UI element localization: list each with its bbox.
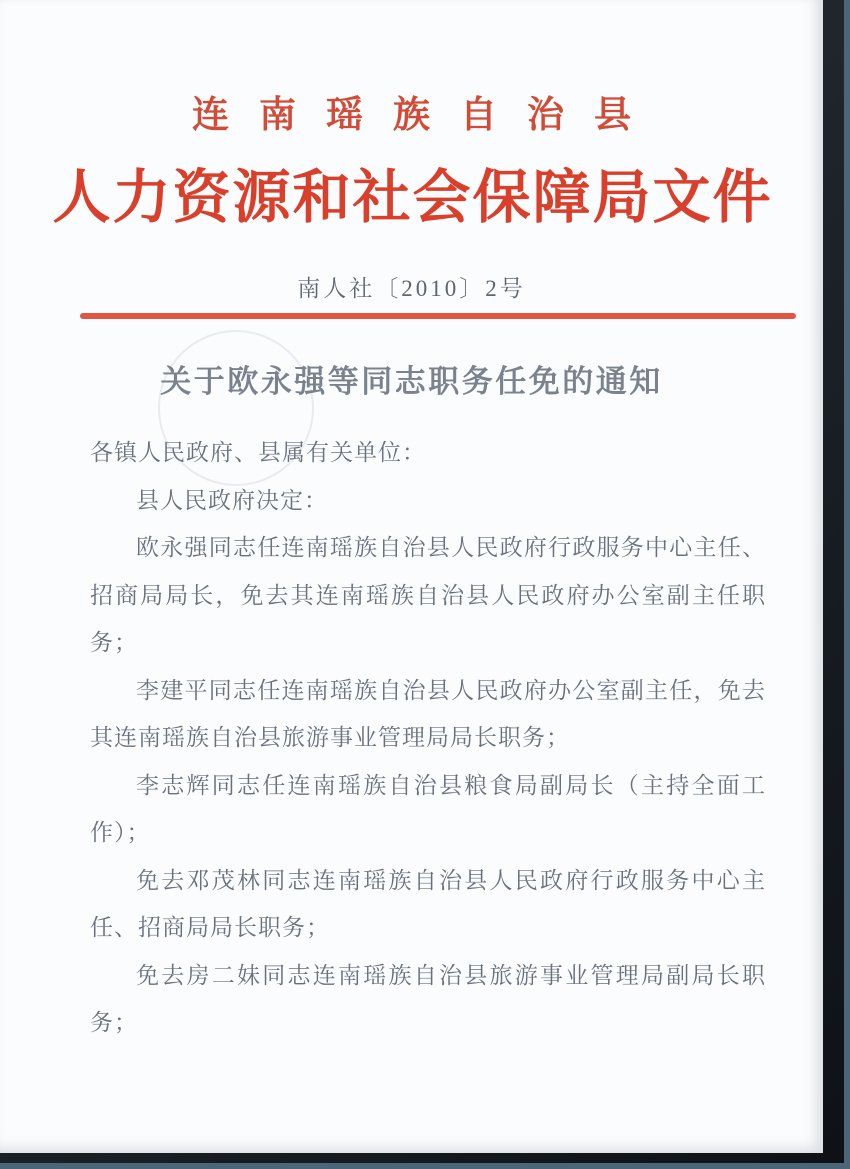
salutation-line: 各镇人民政府、县属有关单位： xyxy=(90,440,426,465)
issuer-name: 连南瑶族自治县 xyxy=(192,95,661,136)
document-body xyxy=(90,429,766,1047)
document-title: 关于欧永强等同志职务任免的通知 xyxy=(160,364,663,399)
body-paragraph: 欧永强同志任连南瑶族自治县人民政府行政服务中心主任、招商局局长，免去其连南瑶族自治县人民政府办公室副主任职务； xyxy=(90,535,766,655)
body-paragraph: 李志辉同志任连南瑶族自治县粮食局副局长（主持全面工作）； xyxy=(90,772,766,845)
body-paragraph: 李建平同志任连南瑶族自治县人民政府办公室副主任，免去其连南瑶族自治县旅游事业管理局局长职务； xyxy=(90,677,766,750)
body-paragraph: 县人民政府决定： xyxy=(136,487,328,513)
document-header-title: 人力资源和社会保障局文件 xyxy=(52,165,773,230)
body-paragraph: 免去房二妹同志连南瑶族自治县旅游事业管理局副局长职务； xyxy=(90,962,766,1035)
red-divider-line xyxy=(80,313,796,319)
document-number: 南人社〔2010〕2号 xyxy=(297,276,526,301)
body-paragraph: 免去邓茂林同志连南瑶族自治县人民政府行政服务中心主任、招商局局长职务； xyxy=(90,867,766,940)
